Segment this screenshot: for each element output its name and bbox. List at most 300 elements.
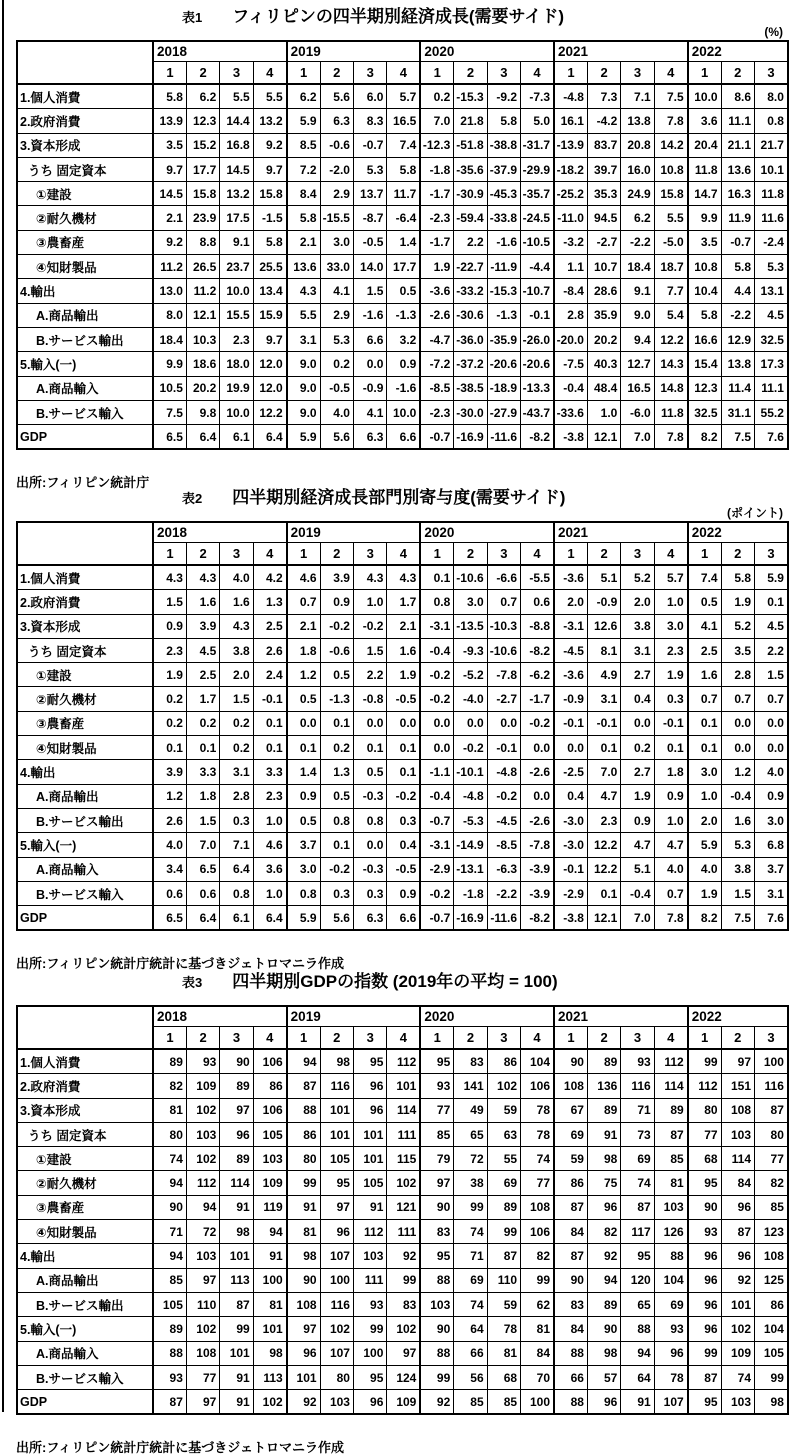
value-cell: -26.0 [521,327,554,351]
table-row [17,881,788,905]
value-cell: 100 [521,1390,554,1415]
value-cell: 87 [487,1244,520,1268]
value-cell: 4.7 [621,833,654,857]
value-cell: -1.3 [320,687,353,711]
value-cell: 1.2 [153,784,186,808]
value-cell: 1.8 [654,760,687,784]
value-cell: 8.3 [353,109,386,133]
value-cell: 0.3 [353,881,386,905]
value-cell: 94 [587,1268,620,1292]
value-cell: 114 [654,1074,687,1098]
quarter-header: 2 [320,1027,353,1050]
value-cell: 87 [287,1074,320,1098]
value-cell: 3.5 [721,638,754,662]
quarter-header: 1 [287,62,320,85]
value-cell: 69 [654,1292,687,1316]
value-cell: 0.8 [320,808,353,832]
value-cell: -4.5 [487,808,520,832]
value-cell: 40.3 [587,352,620,376]
value-cell: 7.0 [621,906,654,931]
value-cell: -2.9 [554,881,587,905]
value-cell: 93 [654,1317,687,1341]
table3-tag: 表3 [182,975,203,990]
value-cell: 89 [654,1098,687,1122]
value-cell: 5.1 [587,565,620,590]
value-cell: 73 [621,1122,654,1146]
value-cell: 79 [420,1147,453,1171]
value-cell: -35.7 [521,182,554,206]
value-cell: 81 [654,1171,687,1195]
value-cell: 1.0 [654,808,687,832]
table-row [17,1220,788,1244]
value-cell: 16.6 [688,327,721,351]
value-cell: 102 [186,1098,219,1122]
value-cell: 31.1 [721,400,754,424]
value-cell: 0.9 [320,590,353,614]
quarter-header: 3 [621,1027,654,1050]
row-label: ④知財製品 [17,1220,153,1244]
value-cell: -0.5 [353,230,386,254]
value-cell: 67 [554,1098,587,1122]
quarter-header: 2 [454,543,487,566]
value-cell: 112 [186,1171,219,1195]
quarter-header: 3 [220,1027,253,1050]
value-cell: 33.0 [320,255,353,279]
quarter-header: 2 [454,1027,487,1050]
value-cell: 0.0 [287,711,320,735]
table2-source-note: 出所:フィリピン統計庁統計に基づきジェトロマニラ作成 [16,956,345,972]
quarter-header: 2 [186,62,219,85]
value-cell: 2.3 [153,638,186,662]
value-cell: 1.9 [387,663,420,687]
value-cell: 17.5 [220,206,253,230]
value-cell: -2.2 [721,303,754,327]
value-cell: 93 [186,1049,219,1074]
value-cell: 74 [721,1365,754,1389]
value-cell: 0.1 [587,881,620,905]
value-cell: 20.8 [621,133,654,157]
table-row [17,1317,788,1341]
value-cell: 3.7 [755,857,788,881]
value-cell: 72 [454,1147,487,1171]
value-cell: 2.0 [621,590,654,614]
value-cell: 11.6 [755,206,788,230]
value-cell: 13.6 [287,255,320,279]
value-cell: 6.0 [353,84,386,109]
value-cell: 4.1 [353,400,386,424]
value-cell: 1.2 [721,760,754,784]
value-cell: 136 [587,1074,620,1098]
value-cell: 89 [587,1292,620,1316]
value-cell: -7.8 [521,833,554,857]
value-cell: 2.1 [153,206,186,230]
value-cell: 55.2 [755,400,788,424]
value-cell: 6.6 [353,327,386,351]
table-row [17,590,788,614]
value-cell: 88 [554,1390,587,1415]
value-cell: 49 [454,1098,487,1122]
value-cell: 0.1 [688,711,721,735]
value-cell: -30.0 [454,400,487,424]
value-cell: 5.8 [688,303,721,327]
value-cell: 91 [253,1244,286,1268]
value-cell: 7.1 [220,833,253,857]
table-row [17,109,788,133]
value-cell: -2.9 [420,857,453,881]
value-cell: 2.6 [153,808,186,832]
value-cell: -1.5 [253,206,286,230]
value-cell: 124 [387,1365,420,1389]
value-cell: 6.4 [186,906,219,931]
value-cell: -12.3 [420,133,453,157]
value-cell: 89 [153,1049,186,1074]
quarter-header: 1 [554,1027,587,1050]
value-cell: -0.1 [587,711,620,735]
value-cell: -0.4 [420,638,453,662]
value-cell: 7.6 [755,906,788,931]
value-cell: 0.7 [287,590,320,614]
value-cell: 96 [654,1341,687,1365]
value-cell: 7.7 [654,279,687,303]
value-cell: -15.3 [454,84,487,109]
value-cell: -8.2 [521,425,554,450]
value-cell: 4.0 [153,833,186,857]
row-label: ②耐久機材 [17,1171,153,1195]
value-cell: 78 [521,1098,554,1122]
value-cell: -29.9 [521,157,554,181]
value-cell: 107 [654,1390,687,1415]
quarter-header: 2 [454,62,487,85]
value-cell: 0.2 [621,736,654,760]
value-cell: 0.9 [387,881,420,905]
year-header: 2020 [420,41,554,62]
value-cell: 7.3 [587,84,620,109]
value-cell: 14.4 [220,109,253,133]
value-cell: 82 [153,1074,186,1098]
value-cell: 9.0 [287,352,320,376]
value-cell: 2.1 [387,614,420,638]
row-label: B.サービス輸出 [17,808,153,832]
value-cell: 69 [554,1122,587,1146]
value-cell: 56 [454,1365,487,1389]
value-cell: 9.0 [287,400,320,424]
value-cell: 0.5 [320,784,353,808]
value-cell: -8.8 [521,614,554,638]
value-cell: 13.1 [755,279,788,303]
value-cell: 38 [454,1171,487,1195]
value-cell: 108 [755,1244,788,1268]
value-cell: 105 [353,1171,386,1195]
value-cell: 4.3 [153,565,186,590]
quarter-header: 3 [755,543,788,566]
value-cell: 2.4 [253,663,286,687]
value-cell: 0.2 [320,352,353,376]
value-cell: 14.8 [654,376,687,400]
value-cell: 57 [587,1365,620,1389]
value-cell: 9.4 [621,327,654,351]
value-cell: 6.8 [755,833,788,857]
value-cell: 89 [487,1195,520,1219]
value-cell: 12.2 [654,327,687,351]
value-cell: 99 [353,1317,386,1341]
value-cell: 3.5 [153,133,186,157]
value-cell: 82 [755,1171,788,1195]
quarter-header: 3 [220,543,253,566]
value-cell: 14.5 [153,182,186,206]
value-cell: -0.1 [487,736,520,760]
value-cell: 21.7 [755,133,788,157]
value-cell: -3.6 [554,565,587,590]
value-cell: 96 [721,1195,754,1219]
value-cell: 68 [688,1147,721,1171]
value-cell: 117 [621,1220,654,1244]
value-cell: -22.7 [454,255,487,279]
value-cell: 12.3 [186,109,219,133]
value-cell: -11.0 [554,206,587,230]
value-cell: 11.9 [721,206,754,230]
value-cell: -0.6 [320,638,353,662]
value-cell: -0.1 [521,303,554,327]
value-cell: 99 [755,1365,788,1389]
value-cell: 0.8 [420,590,453,614]
value-cell: 1.7 [186,687,219,711]
value-cell: 96 [353,1098,386,1122]
table-row [17,1049,788,1074]
value-cell: 116 [320,1074,353,1098]
value-cell: 6.1 [220,425,253,450]
value-cell: 1.5 [721,881,754,905]
value-cell: 1.5 [755,663,788,687]
quarter-header: 4 [521,543,554,566]
value-cell: 68 [487,1365,520,1389]
table3-title-row [16,967,787,990]
table-row [17,1390,788,1415]
value-cell: 89 [220,1147,253,1171]
row-label: B.サービス輸入 [17,1365,153,1389]
quarter-header: 3 [487,543,520,566]
value-cell: 115 [387,1147,420,1171]
value-cell: 5.9 [688,833,721,857]
value-cell: 3.1 [755,881,788,905]
value-cell: 95 [353,1365,386,1389]
year-header: 2019 [287,41,421,62]
value-cell: 13.7 [353,182,386,206]
quarter-header: 3 [353,1027,386,1050]
value-cell: 110 [186,1292,219,1316]
table1-tag: 表1 [182,10,203,25]
value-cell: 112 [688,1074,721,1098]
value-cell: 2.2 [353,663,386,687]
year-header: 2022 [688,1006,788,1027]
value-cell: 0.1 [320,833,353,857]
value-cell: 10.8 [654,157,687,181]
value-cell: -3.6 [554,663,587,687]
value-cell: 101 [320,1122,353,1146]
value-cell: 103 [320,1390,353,1415]
row-label: ③農畜産 [17,711,153,735]
row-label: ②耐久機材 [17,687,153,711]
value-cell: 99 [521,1268,554,1292]
row-label: 5.輸入(一) [17,1317,153,1341]
row-label: うち 固定資本 [17,1122,153,1146]
value-cell: 3.1 [220,760,253,784]
value-cell: 0.4 [554,784,587,808]
value-cell: 5.4 [654,303,687,327]
value-cell: 2.6 [253,638,286,662]
value-cell: 5.3 [353,157,386,181]
value-cell: 3.2 [387,327,420,351]
value-cell: -31.7 [521,133,554,157]
value-cell: 102 [320,1317,353,1341]
value-cell: 8.5 [287,133,320,157]
value-cell: 85 [153,1268,186,1292]
value-cell: 66 [454,1341,487,1365]
value-cell: 6.4 [220,857,253,881]
value-cell: -18.2 [554,157,587,181]
value-cell: 2.1 [287,230,320,254]
value-cell: 7.0 [587,760,620,784]
value-cell: 88 [420,1268,453,1292]
quarter-header: 2 [186,1027,219,1050]
value-cell: 123 [755,1220,788,1244]
value-cell: 23.9 [186,206,219,230]
table-row [17,711,788,735]
value-cell: -1.8 [454,881,487,905]
value-cell: 2.9 [320,182,353,206]
value-cell: -0.3 [353,784,386,808]
value-cell: 0.6 [186,881,219,905]
value-cell: 1.5 [353,279,386,303]
value-cell: 2.0 [554,590,587,614]
row-label: B.サービス輸入 [17,400,153,424]
value-cell: 1.2 [287,663,320,687]
table2-title: 四半期別経済成長部門別寄与度(需要サイド) [232,488,566,507]
table-row [17,400,788,424]
value-cell: 89 [587,1098,620,1122]
value-cell: 6.4 [186,425,219,450]
value-cell: -0.5 [320,376,353,400]
quarter-header: 1 [287,1027,320,1050]
value-cell: 98 [220,1220,253,1244]
page-left-border [2,0,4,1412]
value-cell: 91 [287,1195,320,1219]
value-cell: -1.3 [487,303,520,327]
value-cell: 93 [353,1292,386,1316]
value-cell: 97 [186,1390,219,1415]
value-cell: 21.8 [454,109,487,133]
value-cell: 10.3 [186,327,219,351]
value-cell: -25.2 [554,182,587,206]
value-cell: 0.7 [654,881,687,905]
value-cell: 20.2 [186,376,219,400]
value-cell: 9.1 [220,230,253,254]
value-cell: 103 [186,1244,219,1268]
value-cell: 100 [755,1049,788,1074]
value-cell: 87 [220,1292,253,1316]
value-cell: 0.5 [287,808,320,832]
value-cell: 96 [587,1195,620,1219]
row-label: 1.個人消費 [17,1049,153,1074]
value-cell: 114 [220,1171,253,1195]
year-header: 2019 [287,1006,421,1027]
value-cell: 32.5 [755,327,788,351]
value-cell: 93 [420,1074,453,1098]
value-cell: 12.9 [721,327,754,351]
value-cell: 92 [587,1244,620,1268]
value-cell: 94 [186,1195,219,1219]
value-cell: 0.1 [353,736,386,760]
value-cell: 81 [287,1220,320,1244]
value-cell: 101 [387,1074,420,1098]
table3-title: 四半期別GDPの指数 (2019年の平均 = 100) [232,972,558,991]
quarter-header: 2 [587,62,620,85]
value-cell: -15.3 [487,279,520,303]
value-cell: 84 [554,1220,587,1244]
row-label: GDP [17,1390,153,1415]
table-row [17,1171,788,1195]
value-cell: 7.5 [721,425,754,450]
value-cell: 4.3 [387,565,420,590]
value-cell: 87 [755,1098,788,1122]
value-cell: -4.8 [487,760,520,784]
quarter-header: 3 [621,543,654,566]
value-cell: 91 [353,1195,386,1219]
value-cell: 6.1 [220,906,253,931]
value-cell: 8.2 [688,425,721,450]
value-cell: 3.7 [287,833,320,857]
value-cell: 7.0 [621,425,654,450]
value-cell: 4.7 [654,833,687,857]
value-cell: 109 [186,1074,219,1098]
value-cell: 86 [487,1049,520,1074]
value-cell: 2.2 [454,230,487,254]
value-cell: 14.0 [353,255,386,279]
value-cell: 98 [320,1049,353,1074]
value-cell: 0.9 [387,352,420,376]
table-row [17,687,788,711]
table3-unit-label [16,990,787,1005]
value-cell: 103 [721,1390,754,1415]
value-cell: 65 [621,1292,654,1316]
value-cell: 6.6 [387,906,420,931]
quarter-header: 4 [654,1027,687,1050]
value-cell: 96 [320,1220,353,1244]
value-cell: 112 [353,1220,386,1244]
value-cell: 98 [587,1147,620,1171]
value-cell: -1.3 [387,303,420,327]
value-cell: 2.5 [688,638,721,662]
value-cell: -27.9 [487,400,520,424]
value-cell: 0.5 [353,760,386,784]
value-cell: -0.1 [554,857,587,881]
value-cell: 10.0 [387,400,420,424]
value-cell: 28.6 [587,279,620,303]
value-cell: 100 [253,1268,286,1292]
value-cell: 0.4 [621,687,654,711]
value-cell: 16.1 [554,109,587,133]
value-cell: 104 [654,1268,687,1292]
value-cell: 6.3 [353,425,386,450]
value-cell: -20.6 [487,352,520,376]
value-cell: -2.5 [554,760,587,784]
value-cell: 101 [220,1341,253,1365]
value-cell: 0.7 [755,687,788,711]
row-label: ②耐久機材 [17,206,153,230]
value-cell: 16.8 [220,133,253,157]
value-cell: 3.8 [721,857,754,881]
value-cell: 108 [554,1074,587,1098]
quarter-header: 4 [654,62,687,85]
